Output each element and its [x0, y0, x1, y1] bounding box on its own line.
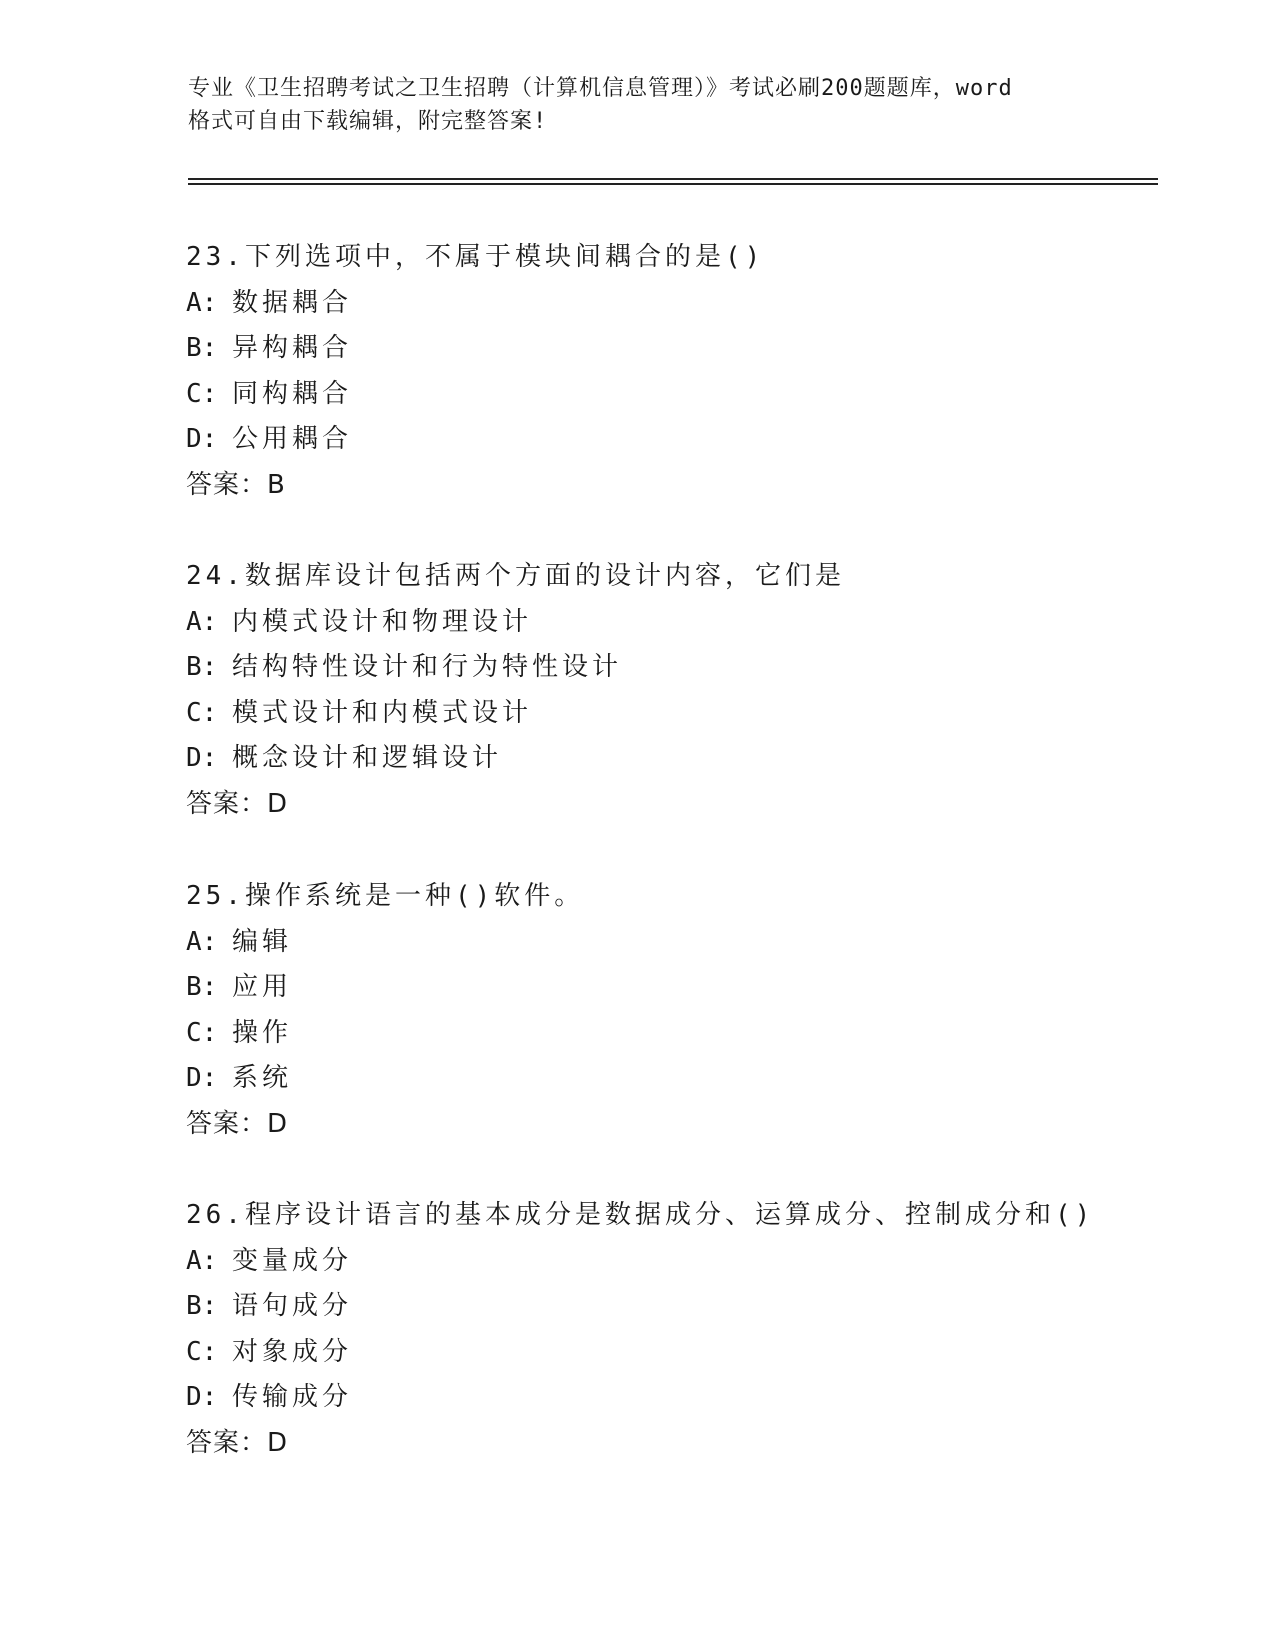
option-b: [186, 965, 1186, 1011]
option-text: 异构耦合: [232, 333, 353, 364]
option-b: [186, 645, 1186, 691]
option-text: 编辑: [232, 926, 293, 957]
option-letter: B:: [186, 1291, 218, 1322]
option-letter: D:: [186, 1382, 218, 1413]
option-a: [186, 281, 1186, 327]
option-text: 变量成分: [232, 1245, 353, 1276]
option-letter: A:: [186, 926, 218, 957]
option-b: [186, 326, 1186, 372]
option-d: [186, 1056, 1186, 1102]
option-text: 传输成分: [232, 1382, 353, 1413]
option-letter: A:: [186, 287, 218, 318]
option-letter: A:: [186, 1245, 218, 1276]
header-line-2: 格式可自由下载编辑，附完整答案!: [188, 109, 548, 134]
option-text: 系统: [232, 1063, 293, 1094]
option-text: 数据耦合: [232, 287, 353, 318]
option-c: [186, 691, 1186, 737]
option-text: 公用耦合: [232, 424, 353, 455]
option-c: [186, 372, 1186, 418]
option-text: 语句成分: [232, 1291, 353, 1322]
option-d: [186, 736, 1186, 782]
option-letter: D:: [186, 743, 218, 774]
option-text: 结构特性设计和行为特性设计: [232, 652, 623, 683]
option-a: [186, 1239, 1186, 1285]
question-24: [186, 554, 1186, 828]
answer-line: 答案：D: [186, 1427, 289, 1458]
option-letter: C:: [186, 697, 218, 728]
option-a: [186, 920, 1186, 966]
option-d: [186, 417, 1186, 463]
question-stem: 24.数据库设计包括两个方面的设计内容，它们是: [186, 561, 845, 591]
option-letter: C:: [186, 378, 218, 409]
option-d: [186, 1375, 1186, 1421]
option-letter: D:: [186, 424, 218, 455]
option-a: [186, 600, 1186, 646]
option-c: [186, 1330, 1186, 1376]
question-stem: 25.操作系统是一种()软件。: [186, 881, 585, 911]
option-letter: C:: [186, 1336, 218, 1367]
header-line-1: 专业《卫生招聘考试之卫生招聘（计算机信息管理）》考试必刷200题题库，word: [188, 76, 1013, 101]
question-23: [186, 235, 1186, 509]
question-stem: 26.程序设计语言的基本成分是数据成分、运算成分、控制成分和(): [186, 1200, 1095, 1230]
answer-line: 答案：B: [186, 469, 286, 500]
option-letter: B:: [186, 652, 218, 683]
option-letter: A:: [186, 606, 218, 637]
option-letter: B:: [186, 972, 218, 1003]
option-text: 概念设计和逻辑设计: [232, 743, 503, 774]
question-stem: 23.下列选项中，不属于模块间耦合的是(): [186, 242, 765, 272]
option-text: 内模式设计和物理设计: [232, 606, 533, 637]
option-letter: C:: [186, 1017, 218, 1048]
option-letter: D:: [186, 1063, 218, 1094]
option-letter: B:: [186, 333, 218, 364]
question-26: [186, 1193, 1186, 1467]
header-divider-bottom: [188, 183, 1158, 185]
document-header: [188, 72, 1088, 138]
question-25: [186, 874, 1186, 1148]
option-text: 应用: [232, 972, 293, 1003]
answer-line: 答案：D: [186, 1108, 289, 1139]
header-divider-top: [188, 178, 1158, 180]
option-text: 模式设计和内模式设计: [232, 697, 533, 728]
option-text: 对象成分: [232, 1336, 353, 1367]
option-b: [186, 1284, 1186, 1330]
option-c: [186, 1011, 1186, 1057]
option-text: 操作: [232, 1017, 293, 1048]
option-text: 同构耦合: [232, 378, 353, 409]
answer-line: 答案：D: [186, 788, 289, 819]
